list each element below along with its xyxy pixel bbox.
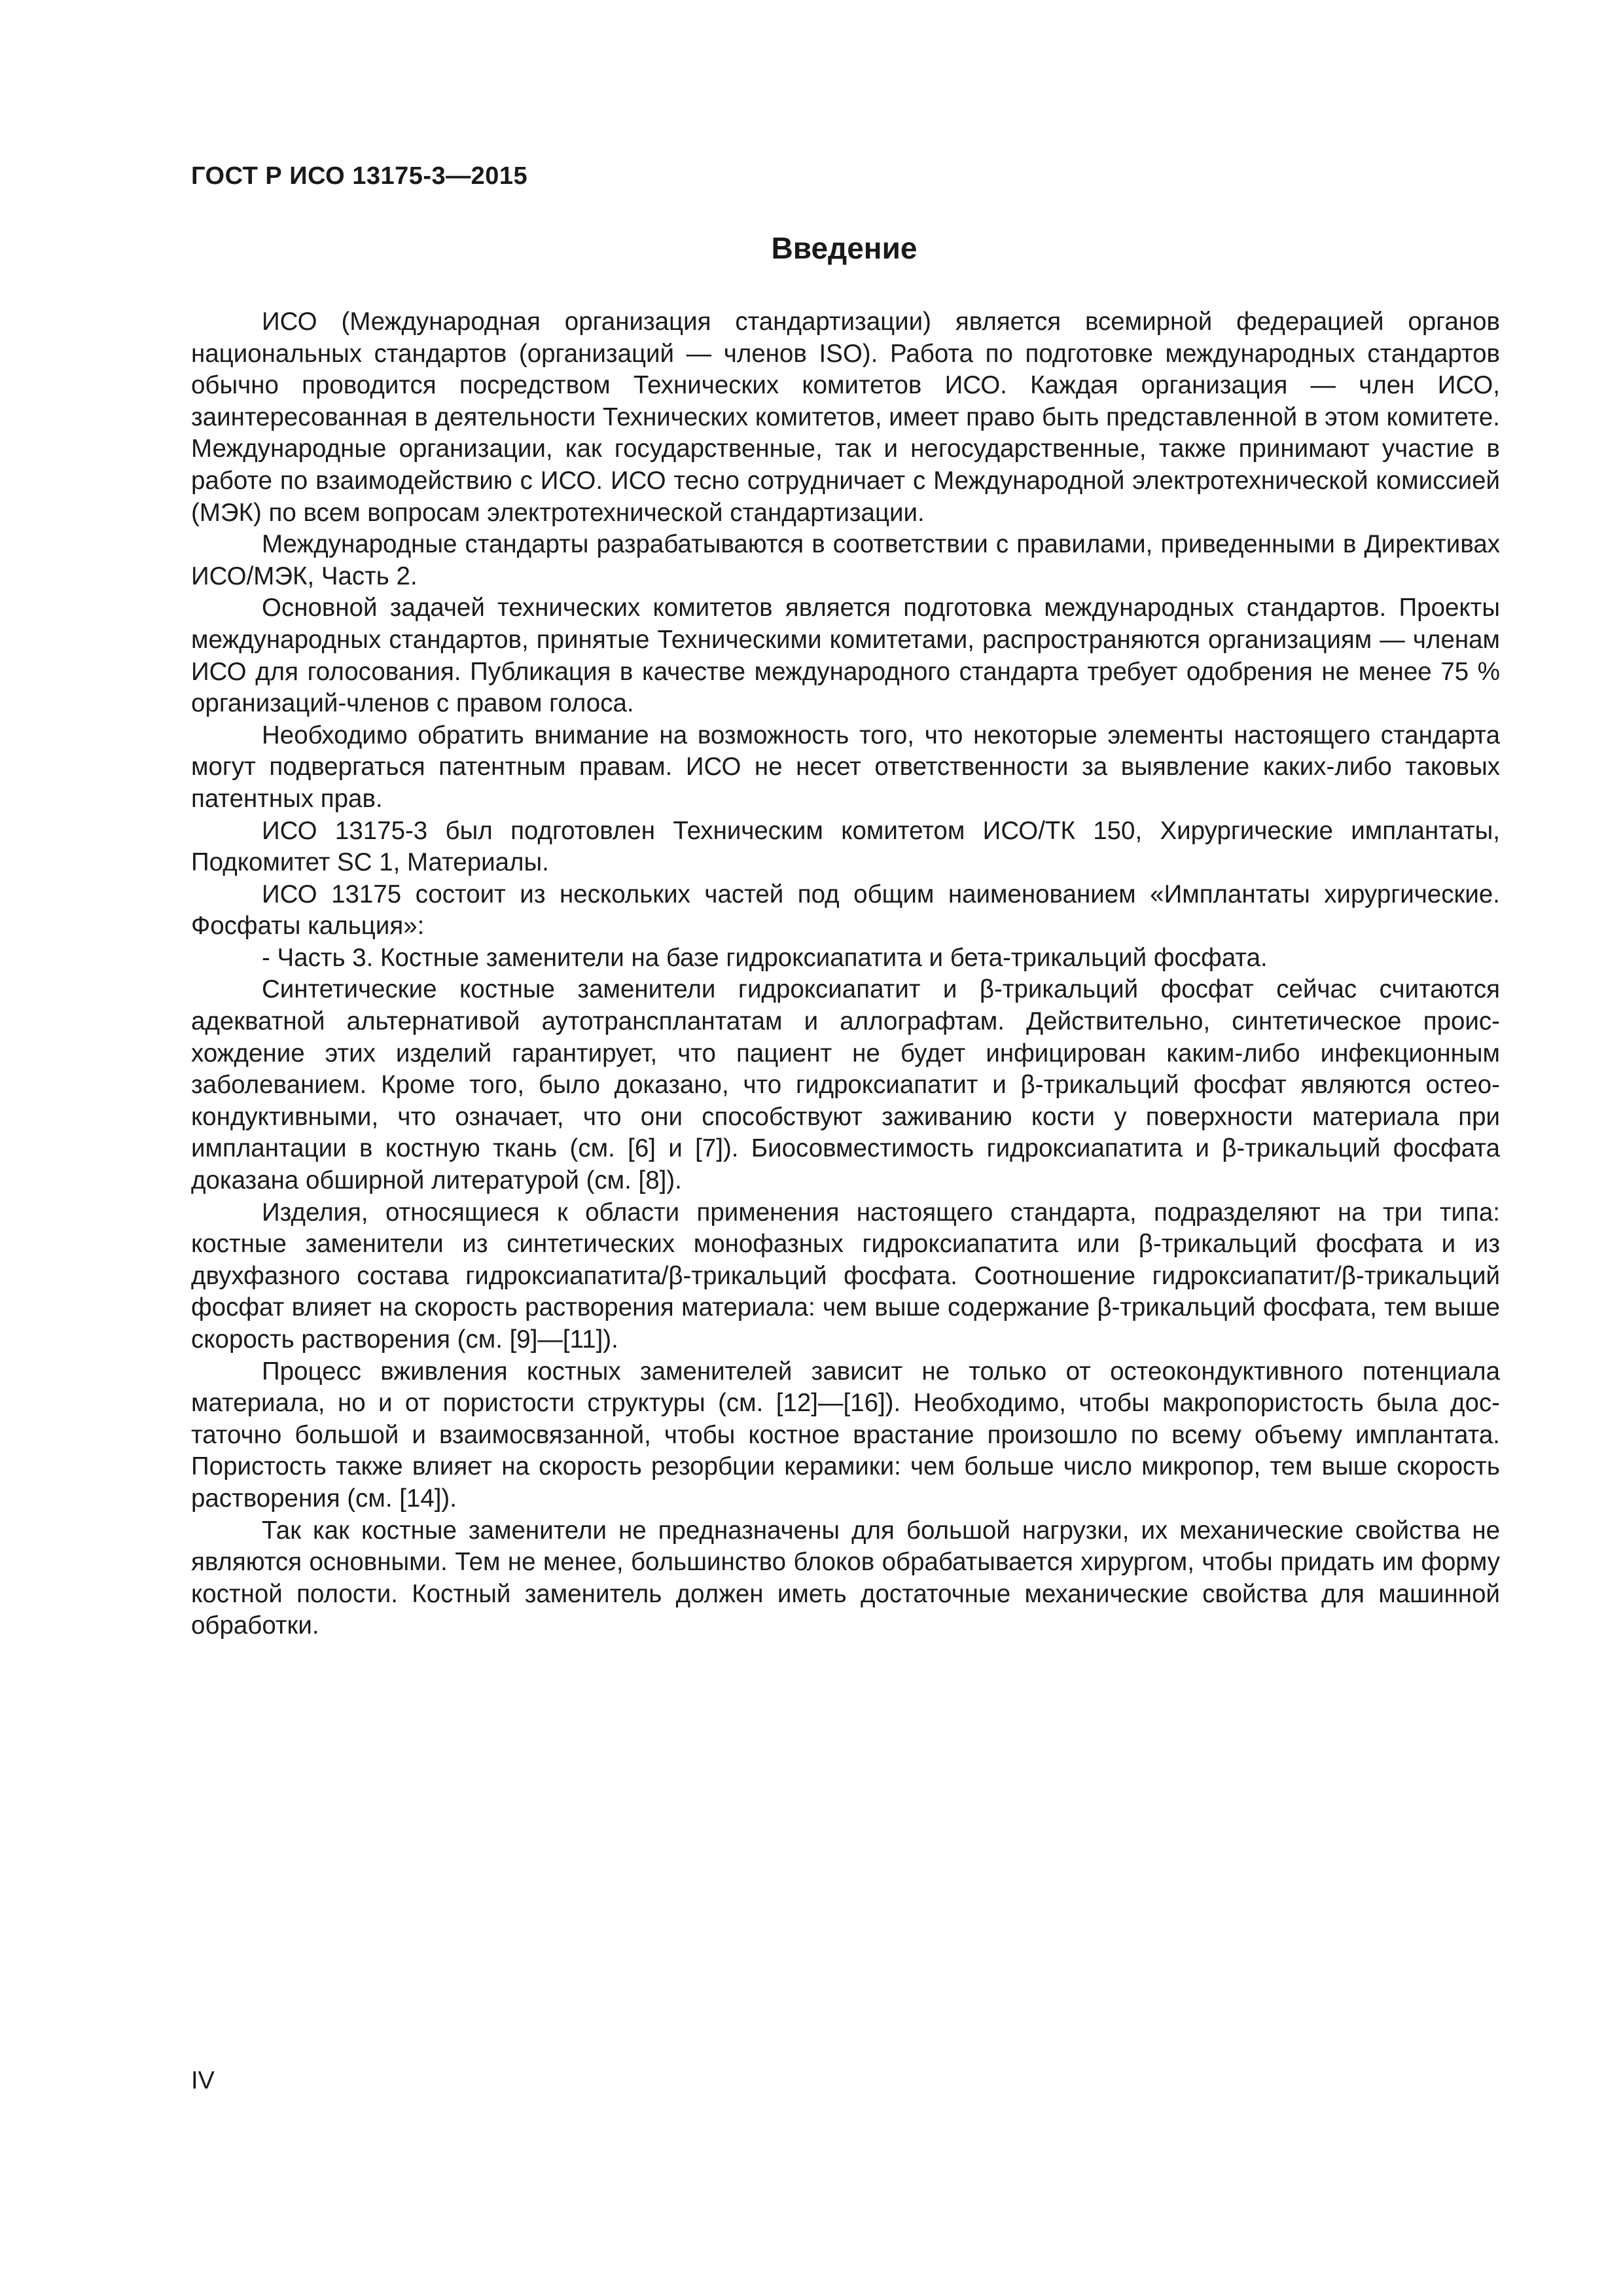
page-number: IV xyxy=(191,2067,215,2094)
paragraph: Синтетические костные заменители гидроксиапатит и β-трикальций фосфат сейчас считаются адекватной альтернативой аутотрансплантатам и аллографтам. Действительно, синтетическое происхождение этих изделий гарантирует, что пациент не будет инфицирован каким-либо инфекционным заболеванием. Кроме того, было доказано, что гидроксиапатит и β-трикальций фосфат являются остеокондуктивными, что означает, что они способствуют заживанию кости у поверхности материала при имплантации в костную ткань (см. [6] и [7]). Биосовместимость гидроксиапатита и β-трикальций фосфата доказана обширной литературой (см. [8]). xyxy=(191,975,1500,1195)
paragraph: ИСО 13175-3 был подготовлен Техническим комитетом ИСО/ТК 150, Хирургические имплантаты, Подкомитет SC 1, Материалы. xyxy=(191,816,1500,877)
paragraph: Необходимо обратить внимание на возможность того, что некоторые элементы настоящего стандарта могут подвергаться патентным правам. ИСО не несет ответственности за выявление каких-либо таковых патентных прав. xyxy=(191,721,1500,813)
document-code-header: ГОСТ Р ИСО 13175-3—2015 xyxy=(191,162,528,190)
paragraph: ИСО 13175 состоит из нескольких частей под общим наименованием «Имплантаты хирургические. Фосфаты кальция»: xyxy=(191,880,1500,941)
section-title: Введение xyxy=(771,231,918,265)
paragraph: Основной задачей технических комитетов является подготовка международных стандартов. Проекты международных стандартов, принятые Техническими комитетами, распространяются организациям — членам ИСО для голосования. Публикация в качестве международного стандарта требует одобрения не менее 75 % организаций-членов с правом голоса. xyxy=(191,594,1500,718)
paragraph: ИСО (Международная организация стандартизации) является всемирной федерацией органов национальных стандартов (организаций — членов ISO). Работа по подготовке международных стандартов обычно проводится посредством Технических комитетов ИСО. Каждая организация — член ИСО, заинтересованная в деятельности Технических комитетов, имеет право быть представленной в этом комитете. Международные организации, как государственные, так и негосударственные, также принимают участие в работе по взаимодействию с ИСО. ИСО тесно сотрудничает с Международной электротехнической комиссией (МЭК) по всем вопросам электротехнической стандартизации. xyxy=(191,308,1500,527)
paragraph: Изделия, относящиеся к области применения настоящего стандарта, подразделяют на три типа: костные заменители из синтетических монофазных гидроксиапатита или β-трикальций фосфата и из двухфазного состава гидроксиапатита/β-трикальций фосфата. Соотношение гидроксиапатит/β-трикальций фосфат влияет на скорость растворения материала: чем выше содержание β-трикальций фосфата, тем выше скорость растворения (см. [9]—[11]). xyxy=(191,1198,1500,1354)
list-item: - Часть 3. Костные заменители на базе гидроксиапатита и бета-трикальций фосфата. xyxy=(262,943,1268,972)
paragraph: Международные стандарты разрабатываются в соответствии с правилами, приведенными в Директивах ИСО/МЭК, Часть 2. xyxy=(191,530,1500,590)
paragraph: Процесс вживления костных заменителей зависит не только от остеокондуктивного потенциала материала, но и от пористости структуры (см. [12]—[16]). Необходимо, чтобы макропористость была достаточно большой и взаимосвязанной, чтобы костное врастание произошло по всему объему имплантата. Пористость также влияет на скорость резорбции керамики: чем больше число микропор, тем выше скорость растворения (см. [14]). xyxy=(191,1357,1500,1513)
introduction-body xyxy=(191,306,1500,1642)
paragraph: Так как костные заменители не предназначены для большой нагрузки, их механические свойства не являются основными. Тем не менее, большинство блоков обрабатывается хирургом, чтобы придать им форму костной полости. Костный заменитель должен иметь достаточные механические свойства для машинной обработки. xyxy=(191,1516,1500,1640)
